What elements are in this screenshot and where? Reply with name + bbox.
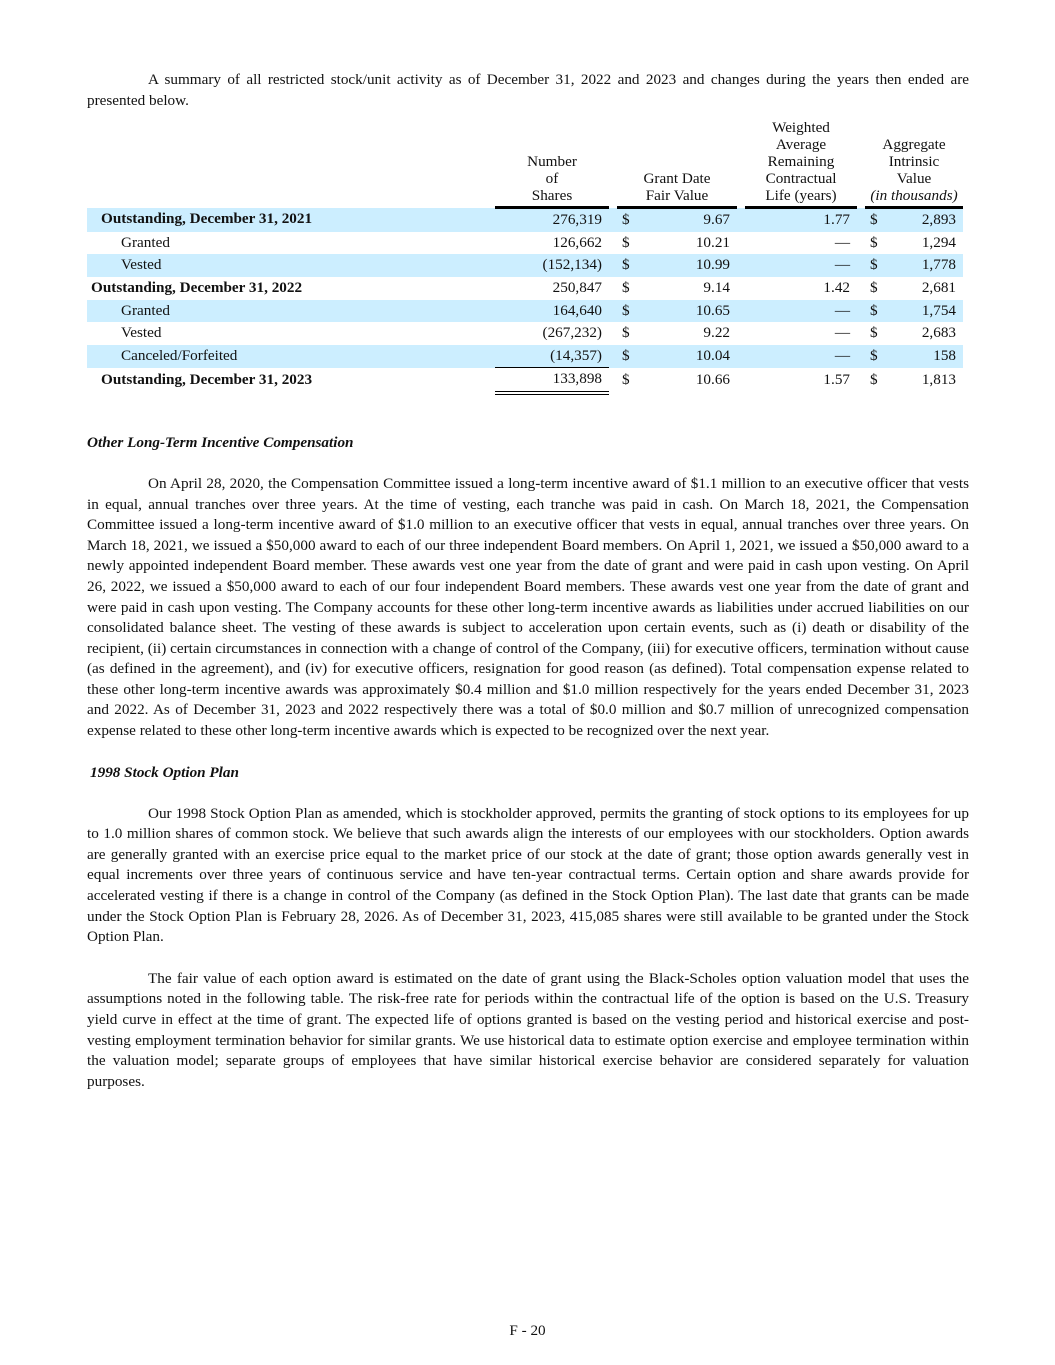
cell-fair-value: 9.14 (703, 278, 730, 296)
document-page (87, 70, 969, 1092)
cell-intrinsic-value: 2,681 (921, 278, 956, 296)
header-life-line: Life (years) (765, 187, 837, 205)
header-shares-line: of (545, 170, 559, 188)
currency-symbol: $ (617, 208, 641, 232)
currency-symbol: $ (870, 233, 878, 251)
row-label: Granted (121, 233, 170, 251)
header-remaining-life (745, 119, 857, 208)
header-shares (495, 119, 609, 208)
header-fair-value-line: Fair Value (645, 187, 709, 205)
currency-symbol: $ (617, 300, 641, 323)
cell-fair-value: 9.22 (703, 324, 730, 342)
header-intrinsic-unit: (in thousands) (870, 187, 958, 205)
currency-symbol: $ (870, 324, 878, 342)
cell-remaining-life: 1.57 (823, 371, 850, 389)
row-label: Outstanding, December 31, 2023 (101, 371, 313, 389)
section-heading-1998-plan: 1998 Stock Option Plan (90, 763, 239, 781)
currency-symbol: $ (865, 208, 887, 232)
cell-intrinsic-value: 158 (887, 345, 963, 368)
currency-symbol: $ (622, 278, 630, 296)
cell-intrinsic-value: 2,893 (887, 208, 963, 232)
currency-symbol: $ (622, 324, 630, 342)
cell-remaining-life: — (745, 345, 857, 368)
cell-fair-value: 9.67 (641, 208, 737, 232)
currency-symbol: $ (870, 278, 878, 296)
cell-shares: 164,640 (495, 300, 609, 323)
row-label: Vested (87, 254, 495, 277)
plan-paragraph: Our 1998 Stock Option Plan as amended, which is stockholder approved, permits the granting of stock options to its employees for up to 1.0 million shares of common stock. We believe that such awards align the interests of our employees with our stockholders. Option awards are generally granted with an exercise price equal to the market price of our stock at the date of grant; those option awards generally vest in equal increments over three years of continuous service and have ten-year contractual terms. Certain option and share awards provide for accelerated vesting if there is a change in control of the Company (as defined in the Stock Option Plan). The last date that grants can be made under the Stock Option Plan is February 28, 2026. As of December 31, 2023, 415,085 shares were still available to be granted under the Stock Option Plan. (87, 804, 969, 946)
header-fair-value-line: Grant Date (643, 170, 711, 188)
page-number: F - 20 (509, 1322, 546, 1339)
header-shares-line: Number (527, 153, 577, 171)
cell-remaining-life: — (834, 324, 850, 342)
restricted-stock-table (87, 119, 963, 395)
header-intrinsic-line: Aggregate (882, 136, 946, 154)
currency-symbol: $ (870, 371, 878, 389)
intro-paragraph: A summary of all restricted stock/unit activity as of December 31, 2022 and 2023 and changes during the years then ended are presented below. (87, 71, 969, 109)
header-life-line: Remaining (767, 153, 835, 171)
row-label: Outstanding, December 31, 2022 (91, 278, 303, 296)
currency-symbol: $ (622, 371, 630, 389)
table-row (87, 322, 963, 345)
currency-symbol: $ (622, 233, 630, 251)
cell-remaining-life: — (745, 300, 857, 323)
cell-intrinsic-value: 2,683 (921, 324, 956, 342)
table-row (87, 232, 963, 255)
cell-intrinsic-value: 1,294 (921, 233, 956, 251)
cell-shares: (14,357) (495, 345, 609, 368)
header-shares-line: Shares (531, 187, 573, 205)
header-intrinsic-line: Intrinsic (888, 153, 940, 171)
cell-remaining-life: — (745, 254, 857, 277)
cell-intrinsic-value: 1,778 (887, 254, 963, 277)
currency-symbol: $ (617, 345, 641, 368)
currency-symbol: $ (865, 254, 887, 277)
row-label: Outstanding, December 31, 2021 (87, 208, 495, 232)
section-heading-ltic: Other Long-Term Incentive Compensation (87, 433, 354, 451)
cell-shares: (267,232) (542, 324, 602, 342)
table-row (87, 208, 963, 232)
table-row (87, 300, 963, 323)
cell-fair-value: 10.04 (641, 345, 737, 368)
cell-shares: 250,847 (552, 278, 602, 296)
cell-fair-value: 10.21 (695, 233, 730, 251)
cell-intrinsic-value: 1,754 (887, 300, 963, 323)
fair-value-paragraph: The fair value of each option award is estimated on the date of grant using the Black-Scholes option valuation model that uses the assumptions noted in the following table. The risk-free rate for periods within the contractual life of the option is based on the U.S. Treasury yield curve in effect at the time of grant. The expected life of options granted is based on the vesting period and historical exercise and post-vesting employment termination behavior for similar grants. We use historical data to estimate option exercise and employee termination within the valuation model; separate groups of employees that have similar historical exercise behavior are considered separately for valuation purposes. (87, 969, 969, 1090)
header-fair-value (617, 119, 737, 208)
ltic-paragraph: On April 28, 2020, the Compensation Committee issued a long-term incentive award of $1.1 million to an executive officer that vests in equal, annual tranches over three years. At the time of vesting, each tranche was paid in cash. On March 18, 2021, the Compensation Committee issued a long-term incentive award of $1.0 million to an executive officer that vests in equal, annual tranches over three years. On March 18, 2021, we issued a $50,000 award to each of our three independent Board members. On April 1, 2021, we issued a $50,000 award to a newly appointed independent Board member. These awards vest one year from the date of grant and were paid in cash upon vesting. On April 26, 2022, we issued a $50,000 award to each of our four independent Board members. These awards vest one year from the date of grant and were paid in cash upon vesting. The Company accounts for these other long-term incentive awards as liabilities under accrued liabilities on our consolidated balance sheet. The vesting of these awards is subject to acceleration upon certain events, such as (i) death or disability of the recipient, (ii) certain circumstances in connection with a change of control of the Company, (iii) for executive officers, termination without cause (as defined in the agreement), and (iv) for executive officers, resignation for good reason (as defined). Total compensation expense related to these other long-term incentive awards was approximately $0.4 million and $1.0 million respectively for the years ended December 31, 2023 and 2022. As of December 31, 2023 and 2022 respectively there was a total of $0.0 million and $0.7 million of unrecognized compensation expense related to these other long-term incentive awards which is expected to be recognized over the next year. (87, 474, 969, 740)
currency-symbol: $ (865, 300, 887, 323)
header-life-line: Contractual (765, 170, 837, 188)
table-header-row (87, 119, 963, 208)
currency-symbol: $ (617, 254, 641, 277)
table-row (87, 254, 963, 277)
row-label: Canceled/Forfeited (87, 345, 495, 368)
cell-shares: 276,319 (495, 208, 609, 232)
header-life-line: Weighted (772, 119, 830, 137)
row-label: Granted (87, 300, 495, 323)
cell-fair-value: 10.66 (695, 371, 730, 389)
cell-remaining-life: 1.42 (823, 278, 850, 296)
header-intrinsic-line: Value (896, 170, 932, 188)
cell-shares: 133,898 (495, 368, 609, 393)
cell-shares: (152,134) (495, 254, 609, 277)
row-label: Vested (121, 324, 162, 342)
cell-intrinsic-value: 1,813 (921, 371, 956, 389)
cell-fair-value: 10.65 (641, 300, 737, 323)
cell-remaining-life: — (834, 233, 850, 251)
currency-symbol: $ (865, 345, 887, 368)
table-row (87, 368, 963, 393)
header-intrinsic-value (865, 119, 963, 208)
cell-remaining-life: 1.77 (745, 208, 857, 232)
cell-shares: 126,662 (552, 233, 602, 251)
header-life-line: Average (775, 136, 827, 154)
table-row (87, 345, 963, 368)
cell-fair-value: 10.99 (641, 254, 737, 277)
table-row (87, 277, 963, 300)
